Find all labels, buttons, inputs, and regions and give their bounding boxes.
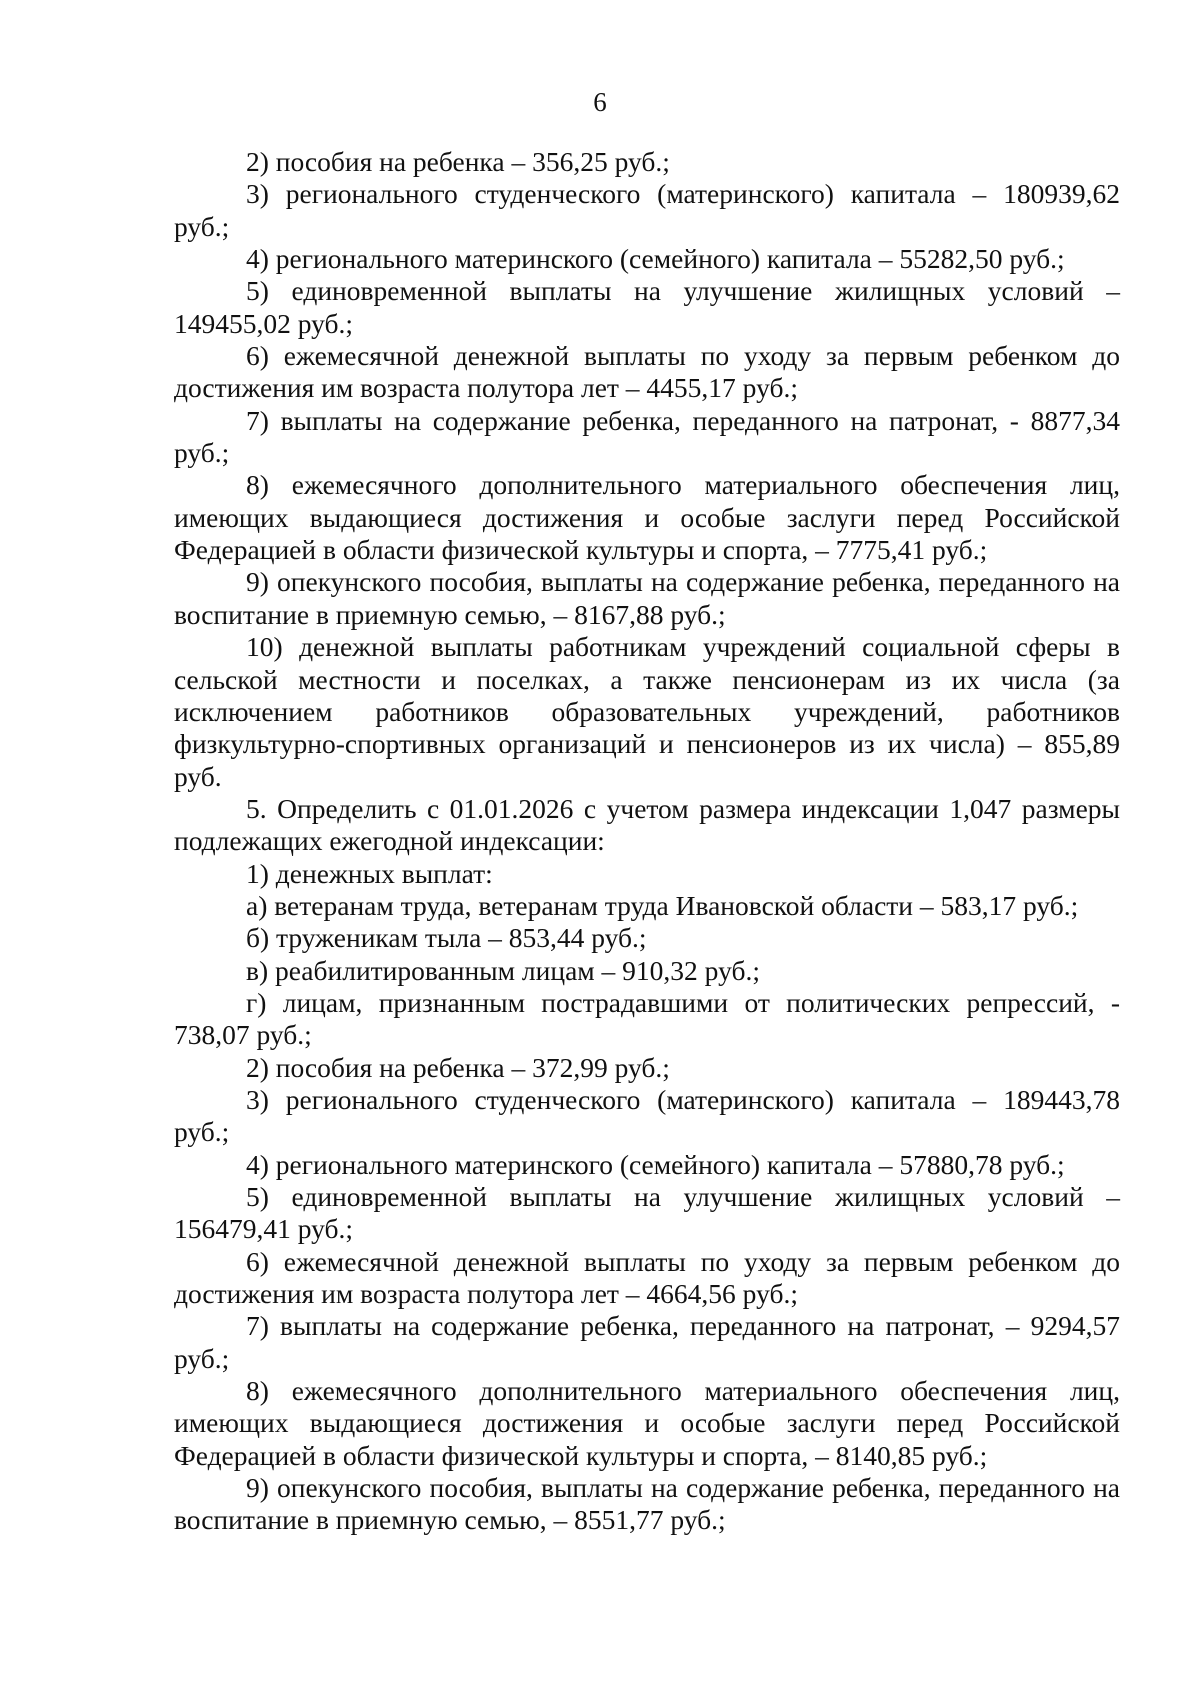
paragraph: 4) регионального материнского (семейного) капитала – 57880,78 руб.; xyxy=(246,1148,1065,1180)
paragraph: 1) денежных выплат: xyxy=(246,857,493,889)
paragraph: 8) ежемесячного дополнительного материального обеспечения лиц, имеющих выдающиеся достижения и особые заслуги перед Российской Федерацией в области физической культуры и спорта, – 8140,85 руб.; xyxy=(174,1375,1120,1471)
paragraph: 5. Определить с 01.01.2026 с учетом размера индексации 1,047 размеры подлежащих ежегодной индексации: xyxy=(174,792,1120,857)
paragraph: 5) единовременной выплаты на улучшение жилищных условий – 156479,41 руб.; xyxy=(174,1181,1120,1245)
paragraph: 9) опекунского пособия, выплаты на содержание ребенка, переданного на воспитание в приемную семью, – 8551,77 руб.; xyxy=(174,1472,1120,1536)
paragraph: б) труженикам тыла – 853,44 руб.; xyxy=(246,922,647,954)
paragraph: 7) выплаты на содержание ребенка, переданного на патронат, - 8877,34 руб.; xyxy=(174,404,1120,469)
paragraph: 2) пособия на ребенка – 356,25 руб.; xyxy=(246,146,670,177)
page-number: 6 xyxy=(593,87,607,117)
paragraph: 10) денежной выплаты работникам учреждений социальной сферы в сельской местности и поселках, а также пенсионерам из их числа (за исключением работников образовательных учреждений, работников физкультурно-спортивных организаций и пенсионеров из их числа) – 855,89 руб. xyxy=(174,631,1120,792)
document-body xyxy=(174,146,1120,1537)
paragraph: а) ветеранам труда, ветеранам труда Ивановской области – 583,17 руб.; xyxy=(246,889,1079,921)
paragraph: 6) ежемесячной денежной выплаты по уходу за первым ребенком до достижения им возраста полутора лет – 4664,56 руб.; xyxy=(174,1245,1120,1310)
paragraph: в) реабилитированным лицам – 910,32 руб.; xyxy=(246,954,760,986)
paragraph: 9) опекунского пособия, выплаты на содержание ребенка, переданного на воспитание в приемную семью, – 8167,88 руб.; xyxy=(174,566,1120,630)
paragraph: 4) регионального материнского (семейного) капитала – 55282,50 руб.; xyxy=(246,243,1065,275)
paragraph: 7) выплаты на содержание ребенка, переданного на патронат, – 9294,57 руб.; xyxy=(174,1310,1120,1374)
paragraph: 6) ежемесячной денежной выплаты по уходу за первым ребенком до достижения им возраста полутора лет – 4455,17 руб.; xyxy=(174,340,1120,404)
paragraph: 8) ежемесячного дополнительного материального обеспечения лиц, имеющих выдающиеся достижения и особые заслуги перед Российской Федерацией в области физической культуры и спорта, – 7775,41 руб.; xyxy=(174,469,1120,566)
paragraph: 3) регионального студенческого (материнского) капитала – 180939,62 руб.; xyxy=(174,178,1120,242)
paragraph: г) лицам, признанным пострадавшими от политических репрессий, - 738,07 руб.; xyxy=(174,986,1120,1051)
paragraph: 2) пособия на ребенка – 372,99 руб.; xyxy=(246,1051,670,1083)
paragraph: 3) регионального студенческого (материнского) капитала – 189443,78 руб.; xyxy=(174,1083,1120,1148)
paragraph: 5) единовременной выплаты на улучшение жилищных условий – 149455,02 руб.; xyxy=(174,275,1120,339)
